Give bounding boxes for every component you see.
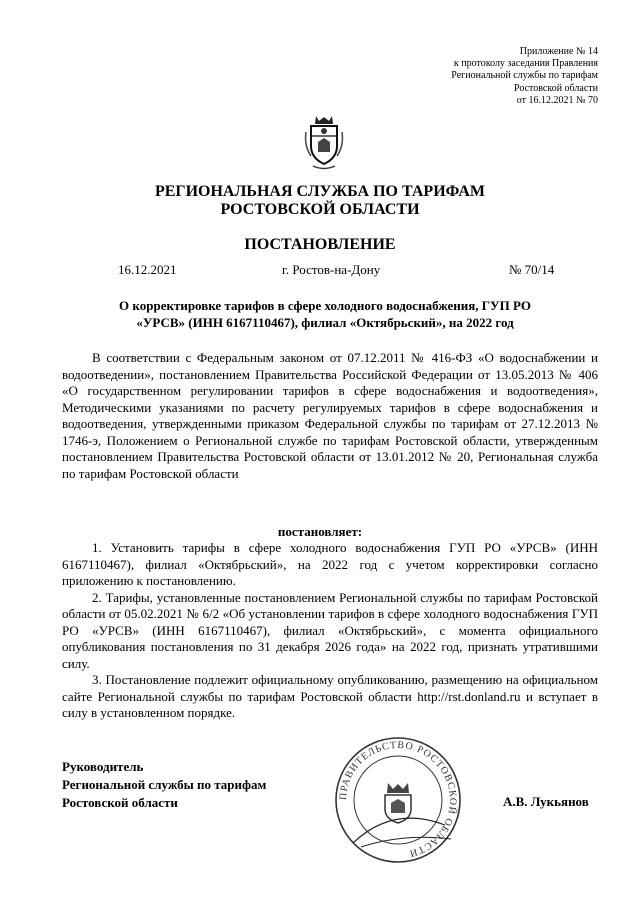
organization-line: РЕГИОНАЛЬНАЯ СЛУЖБА ПО ТАРИФАМ — [154, 183, 486, 200]
appendix-block — [378, 46, 598, 107]
document-number: № 70/14 — [509, 262, 555, 277]
position-line: Ростовской области — [62, 795, 178, 810]
resolution-items — [62, 540, 598, 722]
coat-of-arms-icon — [303, 112, 345, 172]
appendix-line: Ростовской области — [514, 82, 598, 94]
seal-text: ПРАВИТЕЛЬСТВО РОСТОВСКОЙ ОБЛАСТИ — [337, 739, 459, 859]
appendix-line: от 16.12.2021 № 70 — [516, 94, 598, 106]
appendix-line: Региональной службы по тарифам — [451, 70, 598, 82]
document-type: ПОСТАНОВЛЕНИЕ — [244, 236, 396, 253]
preamble-paragraph: В соответствии с Федеральным законом от 07.12.2011 № 416-ФЗ «О водоснабжении и водоотведении», постановлением Правительства Российской Федерации от 13.05.2013 № 406 «О государственном регулировании тарифов в сфере водоснабжения и водоотведения», Методическими указаниями по расчету регулируемых тарифов в сфере водоснабжения и водоотведения, утвержденными приказом Федеральной службы по тарифам от 27.12.2013 № 1746-э, Положением о Региональной службе по тарифам Ростовской области, утвержденным постановлением Правительства Ростовской области от 13.01.2012 № 20, Региональная служба по тарифам Ростовской области — [62, 350, 598, 481]
appendix-line: Приложение № 14 — [519, 46, 598, 57]
signatory-name: А.В. Лукьянов — [503, 794, 589, 809]
signatory-position — [62, 758, 266, 812]
resolution-item: 1. Установить тарифы в сфере холодного водоснабжения ГУП РО «УРСВ» (ИНН 6167110467), филиал «Октябрьский», на 2022 год с учетом корректировки согласно приложению к постановлению. — [62, 540, 598, 588]
document-place: г. Ростов-на-Дону — [282, 262, 381, 277]
organization-line: РОСТОВСКОЙ ОБЛАСТИ — [220, 201, 420, 218]
title-line: О корректировке тарифов в сфере холодного водоснабжения, ГУП РО — [119, 298, 531, 313]
resolution-item: 3. Постановление подлежит официальному опубликованию, размещению на официальном сайте Региональной службы по тарифам Ростовской области http://rst.donland.ru и вступает в силу в установленном порядке. — [62, 672, 598, 720]
organization-name — [0, 183, 640, 219]
appendix-line: к протоколу заседания Правления — [453, 58, 598, 70]
document-title — [80, 298, 570, 331]
title-line: «УРСВ» (ИНН 6167110467), филиал «Октябрьский», на 2022 год — [136, 314, 514, 330]
position-line: Руководитель — [62, 759, 144, 774]
official-seal-icon — [333, 735, 463, 865]
position-line: Региональной службы по тарифам — [62, 777, 267, 792]
resolves-heading: постановляет: — [277, 524, 363, 539]
document-date: 16.12.2021 — [118, 262, 177, 277]
resolution-item: 2. Тарифы, установленные постановлением Региональной службы по тарифам Ростовской области от 05.02.2021 № 6/2 «Об установлении тарифов в сфере холодного водоснабжения ГУП РО «УРСВ» (ИНН 6167110467), филиал «Октябрьский», с момента официального опубликования постановления по 31 декабря 2026 года» на 2022 год, признать утратившими силу. — [62, 589, 598, 671]
